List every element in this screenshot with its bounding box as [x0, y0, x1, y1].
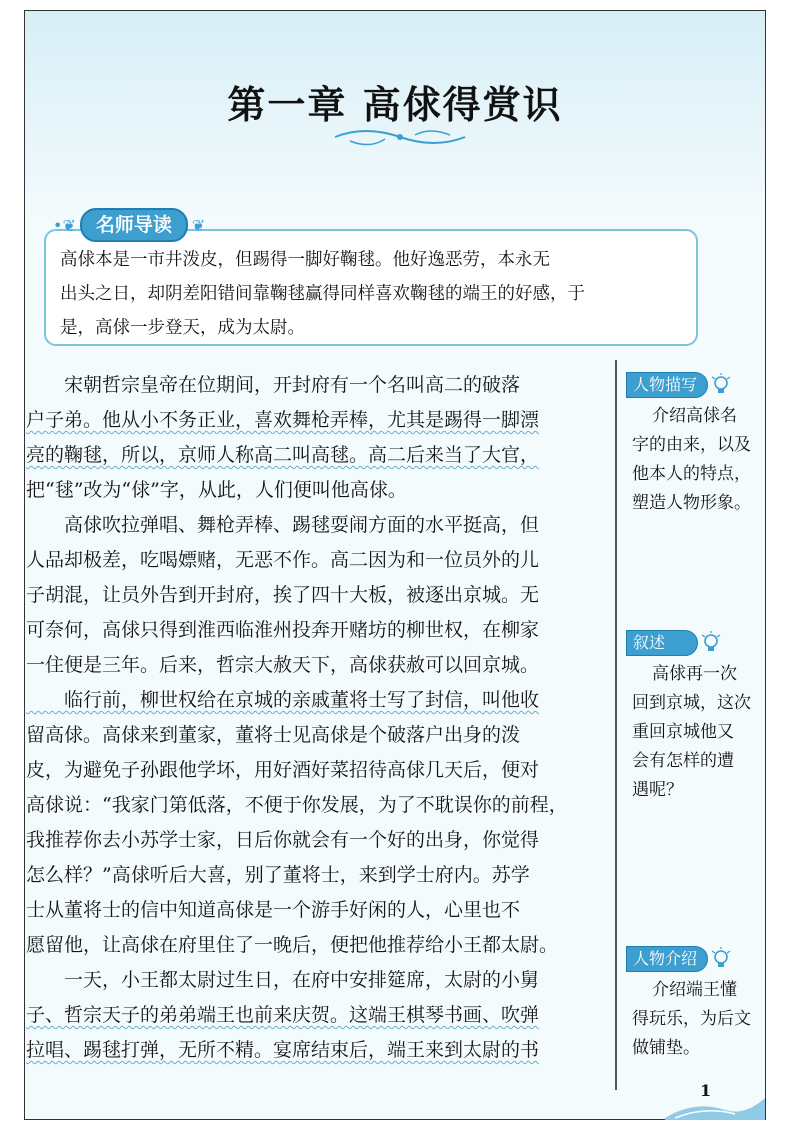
lightbulb-icon [700, 631, 722, 655]
side-note-label: 人物描写 [626, 372, 708, 398]
side-note-2 [626, 630, 762, 805]
body-line: 皮，为避免子孙跟他学坏，用好酒好菜招待高俅几天后，便对 [26, 759, 540, 781]
side-note-body [626, 402, 762, 518]
body-line: 一住便是三年。后来，哲宗大赦天下，高俅获赦可以回京城。 [26, 654, 540, 676]
lightbulb-icon [710, 947, 732, 971]
body-line: 子胡混，让员外告到开封府，挨了四十大板，被逐出京城。无 [26, 584, 540, 606]
guide-line: 出头之日，却阴差阳错间靠鞠毬赢得同样喜欢鞠毬的端王的好感，于 [60, 284, 585, 304]
body-line: 亮的鞠毬，所以，京师人称高二叫高毬。高二后来当了大官， [26, 444, 540, 466]
guide-line: 高俅本是一市井泼皮，但踢得一脚好鞠毬。他好逸恶劳，本永无 [60, 250, 550, 270]
title-ornament [325, 123, 475, 153]
side-note-line: 做铺垫。 [632, 1038, 700, 1058]
body-line: 可奈何，高俅只得到淮西临淮州投奔开赌坊的柳世权，在柳家 [26, 619, 540, 641]
guide-badge [53, 208, 205, 242]
guide-line: 是，高俅一步登天，成为太尉。 [60, 318, 305, 338]
body-line: 高俅说：“我家门第低落，不便于你发展，为了不耽误你的前程， [26, 794, 568, 816]
side-note-line: 字的由来，以及 [632, 435, 751, 455]
body-line: 留高俅。高俅来到董家，董将士见高俅是个破落户出身的泼 [26, 724, 521, 746]
side-note-label: 叙述 [626, 630, 698, 656]
side-note-line: 遇呢？ [632, 780, 683, 800]
body-line: 把“毬”改为“俅”字，从此，人们便叫他高俅。 [26, 479, 407, 501]
side-note-line: 塑造人物形象。 [632, 493, 751, 513]
side-note-line: 会有怎样的遭 [632, 751, 734, 771]
body-line: 我推荐你去小苏学士家，日后你就会有一个好的出身，你觉得 [26, 829, 540, 851]
body-line: 一天，小王都太尉过生日，在府中安排筵席，太尉的小舅 [26, 969, 540, 991]
body-line: 户子弟。他从小不务正业，喜欢舞枪弄棒，尤其是踢得一脚漂 [26, 409, 540, 431]
side-note-body [626, 660, 762, 805]
side-note-tag [626, 630, 722, 656]
body-line: 高俅吹拉弹唱、舞枪弄棒、踢毬耍闹方面的水平挺高，但 [26, 514, 540, 536]
badge-deco-left-icon: •❦ [53, 215, 76, 235]
body-line: 士从董将士的信中知道高俅是一个游手好闲的人，心里也不 [26, 899, 521, 921]
body-line: 拉唱、踢毬打弹，无所不精。宴席结束后，端王来到太尉的书 [26, 1039, 540, 1061]
side-note-1 [626, 372, 762, 518]
side-note-line: 介绍端王懂 [652, 980, 737, 1000]
lightbulb-icon [710, 373, 732, 397]
side-note-tag [626, 372, 732, 398]
column-divider [615, 360, 617, 1090]
body-line: 宋朝哲宗皇帝在位期间，开封府有一个名叫高二的破落 [26, 374, 521, 396]
side-note-line: 回到京城，这次 [632, 693, 751, 713]
body-line: 愿留他，让高俅在府里住了一晚后，便把他推荐给小王都太尉。 [26, 934, 559, 956]
corner-wave-ornament [665, 1092, 765, 1120]
body-line: 子、哲宗天子的弟弟端王也前来庆贺。这端王棋琴书画、吹弹 [26, 1004, 540, 1026]
guide-badge-label: 名师导读 [80, 208, 188, 242]
side-note-3 [626, 946, 762, 1063]
side-note-line: 介绍高俅名 [652, 406, 737, 426]
side-note-line: 高俅再一次 [652, 664, 737, 684]
body-line: 人品却极差，吃喝嫖赌，无恶不作。高二因为和一位员外的儿 [26, 549, 540, 571]
chapter-title: 第一章 高俅得赏识 [227, 82, 563, 127]
side-note-label: 人物介绍 [626, 946, 708, 972]
body-line: 怎么样？”高俅听后大喜，别了董将士，来到学士府内。苏学 [26, 864, 530, 886]
guide-text [60, 243, 690, 345]
badge-deco-right-icon: ❦ [191, 215, 206, 235]
side-note-line: 得玩乐，为后文 [632, 1009, 751, 1029]
main-text [26, 368, 606, 1068]
side-note-line: 重回京城他又 [632, 722, 734, 742]
side-note-body [626, 976, 762, 1063]
page-number: 1 [700, 1081, 712, 1100]
body-line: 临行前，柳世权给在京城的亲戚董将士写了封信，叫他收 [26, 689, 540, 711]
side-note-line: 他本人的特点， [632, 464, 751, 484]
side-note-tag [626, 946, 732, 972]
